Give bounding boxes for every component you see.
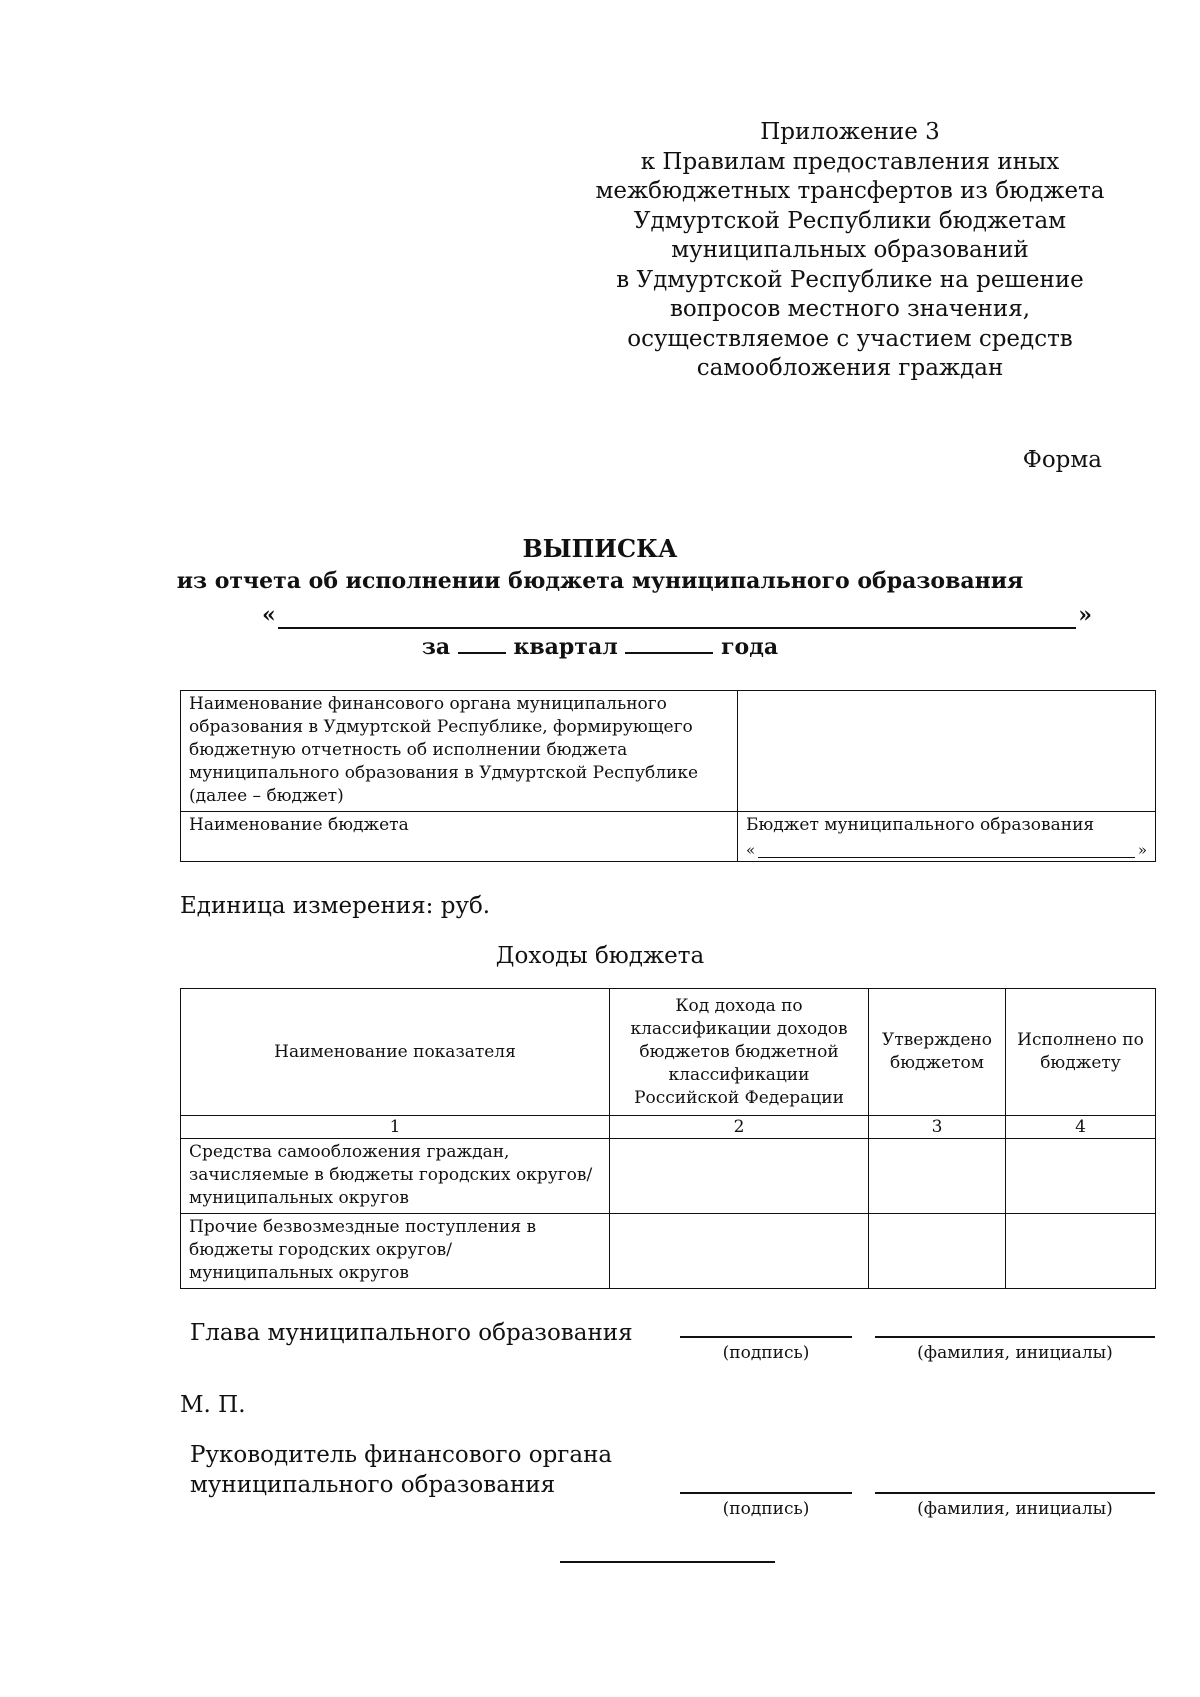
column-header-code: Код дохода по классификации доходов бюджетов бюджетной классификации Российской Федерации [610,989,869,1116]
name-caption: (фамилия, инициалы) [917,1499,1113,1519]
finance-head-signature-label [190,1440,612,1500]
head-name-line[interactable] [875,1336,1155,1338]
end-of-document-line [560,1561,775,1563]
finance-head-signature-line[interactable] [680,1492,852,1494]
column-number-row [181,1116,1156,1139]
municipality-name-line [278,627,1076,629]
table-row [181,691,1156,812]
period-year-label: года [721,634,779,660]
period-prefix: за [421,634,451,660]
quote-close: » [1137,841,1147,859]
signature-caption: (подпись) [722,1343,810,1363]
appendix-line: вопросов местного значения, [669,296,1031,322]
document-title: ВЫПИСКА [522,534,678,563]
quarter-blank-field[interactable] [458,632,506,654]
row-approved-cell[interactable] [869,1214,1006,1289]
row-indicator-name: Прочие безвозмездные поступления в бюджеты городских округов/ муниципальных округов [181,1214,610,1289]
period-quarter-label: квартал [513,634,618,660]
budget-name-label: Наименование бюджета [181,812,738,862]
name-caption: (фамилия, инициалы) [917,1343,1113,1363]
column-number: 2 [610,1116,869,1139]
appendix-line: межбюджетных трансфертов из бюджета [595,178,1105,204]
table-row [181,1214,1156,1289]
appendix-line: Приложение 3 [760,119,940,145]
quote-close: » [1078,602,1092,628]
finance-head-label-line: Руководитель финансового органа [190,1442,613,1468]
table-header-row [181,989,1156,1116]
column-header-indicator: Наименование показателя [181,989,610,1116]
unit-label: Единица измерения: руб. [180,893,491,919]
column-header-approved: Утверждено бюджетом [869,989,1006,1116]
row-executed-cell[interactable] [1006,1214,1156,1289]
row-code-cell[interactable] [610,1139,869,1214]
form-label: Форма [1022,447,1102,473]
year-blank-field[interactable] [625,632,713,654]
finance-body-label: Наименование финансового органа муниципального образования в Удмуртской Республике, формирующего бюджетную отчетность об исполнении бюджета муниципального образования в Удмуртской Республике (далее – бюджет) [181,691,738,812]
budget-info-table [180,690,1156,862]
finance-head-label-line: муниципального образования [190,1472,556,1498]
quote-open: « [262,602,276,628]
column-number: 3 [869,1116,1006,1139]
head-signature-line[interactable] [680,1336,852,1338]
report-period [0,632,1200,660]
budget-name-quote-field[interactable] [746,837,1147,859]
appendix-header [590,118,1110,384]
column-header-executed: Исполнено по бюджету [1006,989,1156,1116]
income-table [180,988,1156,1289]
table-row [181,812,1156,862]
column-number: 4 [1006,1116,1156,1139]
appendix-line: к Правилам предоставления иных [640,148,1060,175]
income-section-title: Доходы бюджета [495,943,705,969]
table-row [181,1139,1156,1214]
row-approved-cell[interactable] [869,1139,1006,1214]
budget-name-value[interactable] [738,812,1156,862]
municipality-name-field[interactable] [262,602,1092,632]
row-indicator-name: Средства самообложения граждан, зачисляемые в бюджеты городских округов/муниципальных округов [181,1139,610,1214]
quote-open: « [746,841,756,859]
budget-name-text: Бюджет муниципального образования [746,815,1095,835]
signature-caption: (подпись) [722,1499,810,1519]
budget-name-line [758,857,1135,858]
appendix-line: в Удмуртской Республике на решение [616,266,1084,293]
finance-head-name-line[interactable] [875,1492,1155,1494]
row-executed-cell[interactable] [1006,1139,1156,1214]
finance-body-value[interactable] [738,691,1156,812]
appendix-line: Удмуртской Республики бюджетам [633,207,1067,234]
column-number: 1 [181,1116,610,1139]
appendix-line: осуществляемое с участием средств [627,325,1073,352]
row-code-cell[interactable] [610,1214,869,1289]
document-subtitle: из отчета об исполнении бюджета муниципального образования [176,568,1024,594]
seal-label: М. П. [180,1392,246,1418]
head-signature-label: Глава муниципального образования [190,1320,633,1346]
appendix-line: самообложения граждан [696,355,1004,381]
appendix-line: муниципальных образований [671,237,1029,263]
